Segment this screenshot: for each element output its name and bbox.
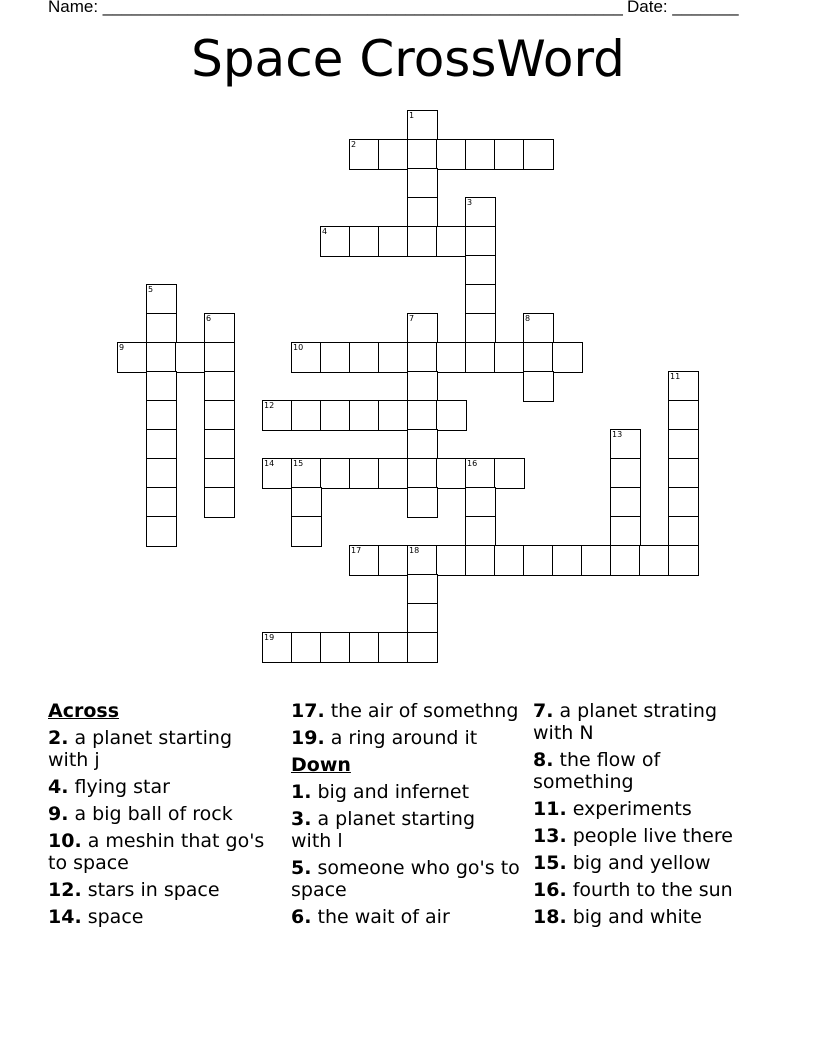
grid-cell[interactable] [407,458,438,489]
clue-item-number: 5. [291,857,312,879]
grid-cell[interactable] [320,458,351,489]
grid-cell[interactable] [349,545,380,576]
clue-number: 5 [148,285,154,294]
grid-cell[interactable] [523,371,554,402]
clue-item-number: 17. [291,700,325,722]
clue-item-text: a big ball of rock [68,803,233,825]
clue-number: 3 [467,198,473,207]
grid-cell[interactable] [378,226,409,257]
clue-item-number: 8. [533,749,554,771]
clue-number: 11 [670,372,681,381]
clue-item-number: 12. [48,879,82,901]
clue-item-text: someone who go's to space [291,857,520,901]
grid-cell[interactable] [349,632,380,663]
clue-number: 10 [293,343,304,352]
grid-cell[interactable] [204,400,235,431]
grid-cell[interactable] [146,342,177,373]
clue-item [291,700,521,722]
clue-item-text: a planet strating with N [533,700,718,744]
grid-cell[interactable] [407,632,438,663]
grid-cell[interactable] [291,632,322,663]
grid-cell[interactable] [494,458,525,489]
grid-cell[interactable] [349,342,380,373]
grid-cell[interactable] [436,342,467,373]
clue-item-text: the wait of air [311,906,450,928]
grid-cell[interactable] [407,139,438,170]
clue-item-number: 1. [291,781,312,803]
clue-item-text: big and infernet [311,781,470,803]
grid-cell[interactable] [146,429,177,460]
grid-cell[interactable] [146,371,177,402]
grid-cell[interactable] [407,545,438,576]
grid-cell[interactable] [465,458,496,489]
grid-cell[interactable] [146,458,177,489]
across-clue-list-continued [291,700,521,749]
grid-cell[interactable] [378,342,409,373]
clue-item-text: the air of somethng [324,700,519,722]
clue-item-number: 4. [48,776,69,798]
grid-cell[interactable] [349,226,380,257]
across-heading: Across [48,700,120,722]
clue-item-text: a planet starting with j [48,727,233,771]
grid-cell[interactable] [146,487,177,518]
grid-cell[interactable] [117,342,148,373]
grid-cell[interactable] [465,197,496,228]
clue-item-text: flying star [68,776,170,798]
clue-number: 1 [409,111,415,120]
grid-cell[interactable] [262,400,293,431]
page-title: Space CrossWord [191,30,625,88]
clue-item-text: fourth to the sun [566,879,733,901]
grid-cell[interactable] [465,487,496,518]
grid-cell[interactable] [407,400,438,431]
clue-item-text: stars in space [81,879,220,901]
grid-cell[interactable] [465,545,496,576]
grid-cell[interactable] [407,110,438,141]
clue-item-text: the flow of something [533,749,661,793]
across-clue-list [48,727,278,928]
clue-item-text: big and yellow [566,852,711,874]
clue-number: 2 [351,140,357,149]
grid-cell[interactable] [465,226,496,257]
grid-cell[interactable] [146,400,177,431]
clue-item [48,776,278,798]
grid-cell[interactable] [320,342,351,373]
clue-number: 13 [612,430,623,439]
clue-item-number: 13. [533,825,567,847]
grid-cell[interactable] [291,342,322,373]
grid-cell[interactable] [378,545,409,576]
grid-cell[interactable] [465,284,496,315]
grid-cell[interactable] [407,574,438,605]
grid-cell[interactable] [668,400,699,431]
clue-item [291,808,521,852]
clue-item-number: 2. [48,727,69,749]
clue-item-number: 3. [291,808,312,830]
grid-cell[interactable] [436,139,467,170]
clue-item-text: a planet starting with l [291,808,476,852]
grid-cell[interactable] [668,516,699,547]
grid-cell[interactable] [320,400,351,431]
clue-item [291,727,521,749]
clue-item [48,830,278,874]
clue-item-text: a meshin that go's to space [48,830,265,874]
grid-cell[interactable] [523,545,554,576]
clue-column-3 [533,700,763,933]
clue-item [533,879,763,901]
grid-cell[interactable] [436,458,467,489]
clue-number: 15 [293,459,304,468]
clue-number: 12 [264,401,275,410]
clue-item-number: 10. [48,830,82,852]
grid-cell[interactable] [610,458,641,489]
clue-item [48,879,278,901]
grid-cell[interactable] [204,429,235,460]
grid-cell[interactable] [291,400,322,431]
clue-column-2 [291,700,521,933]
grid-cell[interactable] [407,603,438,634]
clue-item [48,727,278,771]
grid-cell[interactable] [610,487,641,518]
clue-item [533,798,763,820]
grid-cell[interactable] [494,139,525,170]
grid-cell[interactable] [349,139,380,170]
grid-cell[interactable] [204,313,235,344]
grid-cell[interactable] [610,516,641,547]
clue-number: 18 [409,546,420,555]
grid-cell[interactable] [465,516,496,547]
grid-cell[interactable] [465,139,496,170]
grid-cell[interactable] [465,313,496,344]
clue-item [291,906,521,928]
grid-cell[interactable] [436,545,467,576]
grid-cell[interactable] [378,458,409,489]
clue-number: 6 [206,314,212,323]
grid-cell[interactable] [668,429,699,460]
clue-item-text: people live there [566,825,733,847]
clue-item [48,906,278,928]
grid-cell[interactable] [291,487,322,518]
grid-cell[interactable] [494,342,525,373]
clue-item [533,906,763,928]
grid-cell[interactable] [146,284,177,315]
grid-cell[interactable] [581,545,612,576]
grid-cell[interactable] [668,458,699,489]
grid-cell[interactable] [523,139,554,170]
grid-cell[interactable] [668,545,699,576]
grid-cell[interactable] [175,342,206,373]
grid-cell[interactable] [407,342,438,373]
grid-cell[interactable] [407,313,438,344]
clue-number: 9 [119,343,125,352]
grid-cell[interactable] [320,632,351,663]
clue-item [533,700,763,744]
grid-cell[interactable] [465,255,496,286]
grid-cell[interactable] [349,400,380,431]
grid-cell[interactable] [436,400,467,431]
down-heading: Down [291,754,351,776]
clue-number: 14 [264,459,275,468]
clue-item-text: a ring around it [324,727,478,749]
grid-cell[interactable] [204,371,235,402]
grid-cell[interactable] [204,342,235,373]
grid-cell[interactable] [639,545,670,576]
grid-cell[interactable] [146,516,177,547]
grid-cell[interactable] [552,545,583,576]
clue-item [48,803,278,825]
grid-cell[interactable] [146,313,177,344]
grid-cell[interactable] [523,342,554,373]
grid-cell[interactable] [378,400,409,431]
grid-cell[interactable] [494,545,525,576]
clue-item-number: 7. [533,700,554,722]
grid-cell[interactable] [378,632,409,663]
clue-item [291,781,521,803]
clue-item-number: 6. [291,906,312,928]
clue-item-number: 15. [533,852,567,874]
grid-cell[interactable] [407,487,438,518]
grid-cell[interactable] [668,371,699,402]
clue-item-text: experiments [566,798,692,820]
clue-number: 16 [467,459,478,468]
clue-item-number: 11. [533,798,567,820]
grid-cell[interactable] [523,313,554,344]
grid-cell[interactable] [610,545,641,576]
grid-cell[interactable] [407,371,438,402]
grid-cell[interactable] [465,342,496,373]
clue-item [291,857,521,901]
grid-cell[interactable] [378,139,409,170]
grid-cell[interactable] [407,429,438,460]
grid-cell[interactable] [407,168,438,199]
clue-item-number: 19. [291,727,325,749]
grid-cell[interactable] [204,458,235,489]
grid-cell[interactable] [291,516,322,547]
name-field-line: Name: _______________________________________________________ [48,0,623,16]
date-field-line: Date: _______ [627,0,739,16]
clue-number: 4 [322,227,328,236]
clue-item-number: 9. [48,803,69,825]
grid-cell[interactable] [552,342,583,373]
clue-item-number: 18. [533,906,567,928]
grid-cell[interactable] [204,487,235,518]
grid-cell[interactable] [349,458,380,489]
clue-item [533,749,763,793]
clue-item-text: space [81,906,144,928]
grid-cell[interactable] [407,226,438,257]
clue-item [533,825,763,847]
grid-cell[interactable] [436,226,467,257]
down-clue-list [291,781,521,928]
grid-cell[interactable] [407,197,438,228]
grid-cell[interactable] [262,632,293,663]
clue-number: 19 [264,633,275,642]
down-clue-list-continued [533,700,763,928]
clue-number: 8 [525,314,531,323]
clue-number: 7 [409,314,415,323]
clue-column-1 [48,700,278,933]
grid-cell[interactable] [320,226,351,257]
clue-item [533,852,763,874]
clue-item-text: big and white [566,906,702,928]
grid-cell[interactable] [291,458,322,489]
grid-cell[interactable] [262,458,293,489]
grid-cell[interactable] [668,487,699,518]
clue-item-number: 14. [48,906,82,928]
clue-item-number: 16. [533,879,567,901]
grid-cell[interactable] [610,429,641,460]
clue-number: 17 [351,546,362,555]
